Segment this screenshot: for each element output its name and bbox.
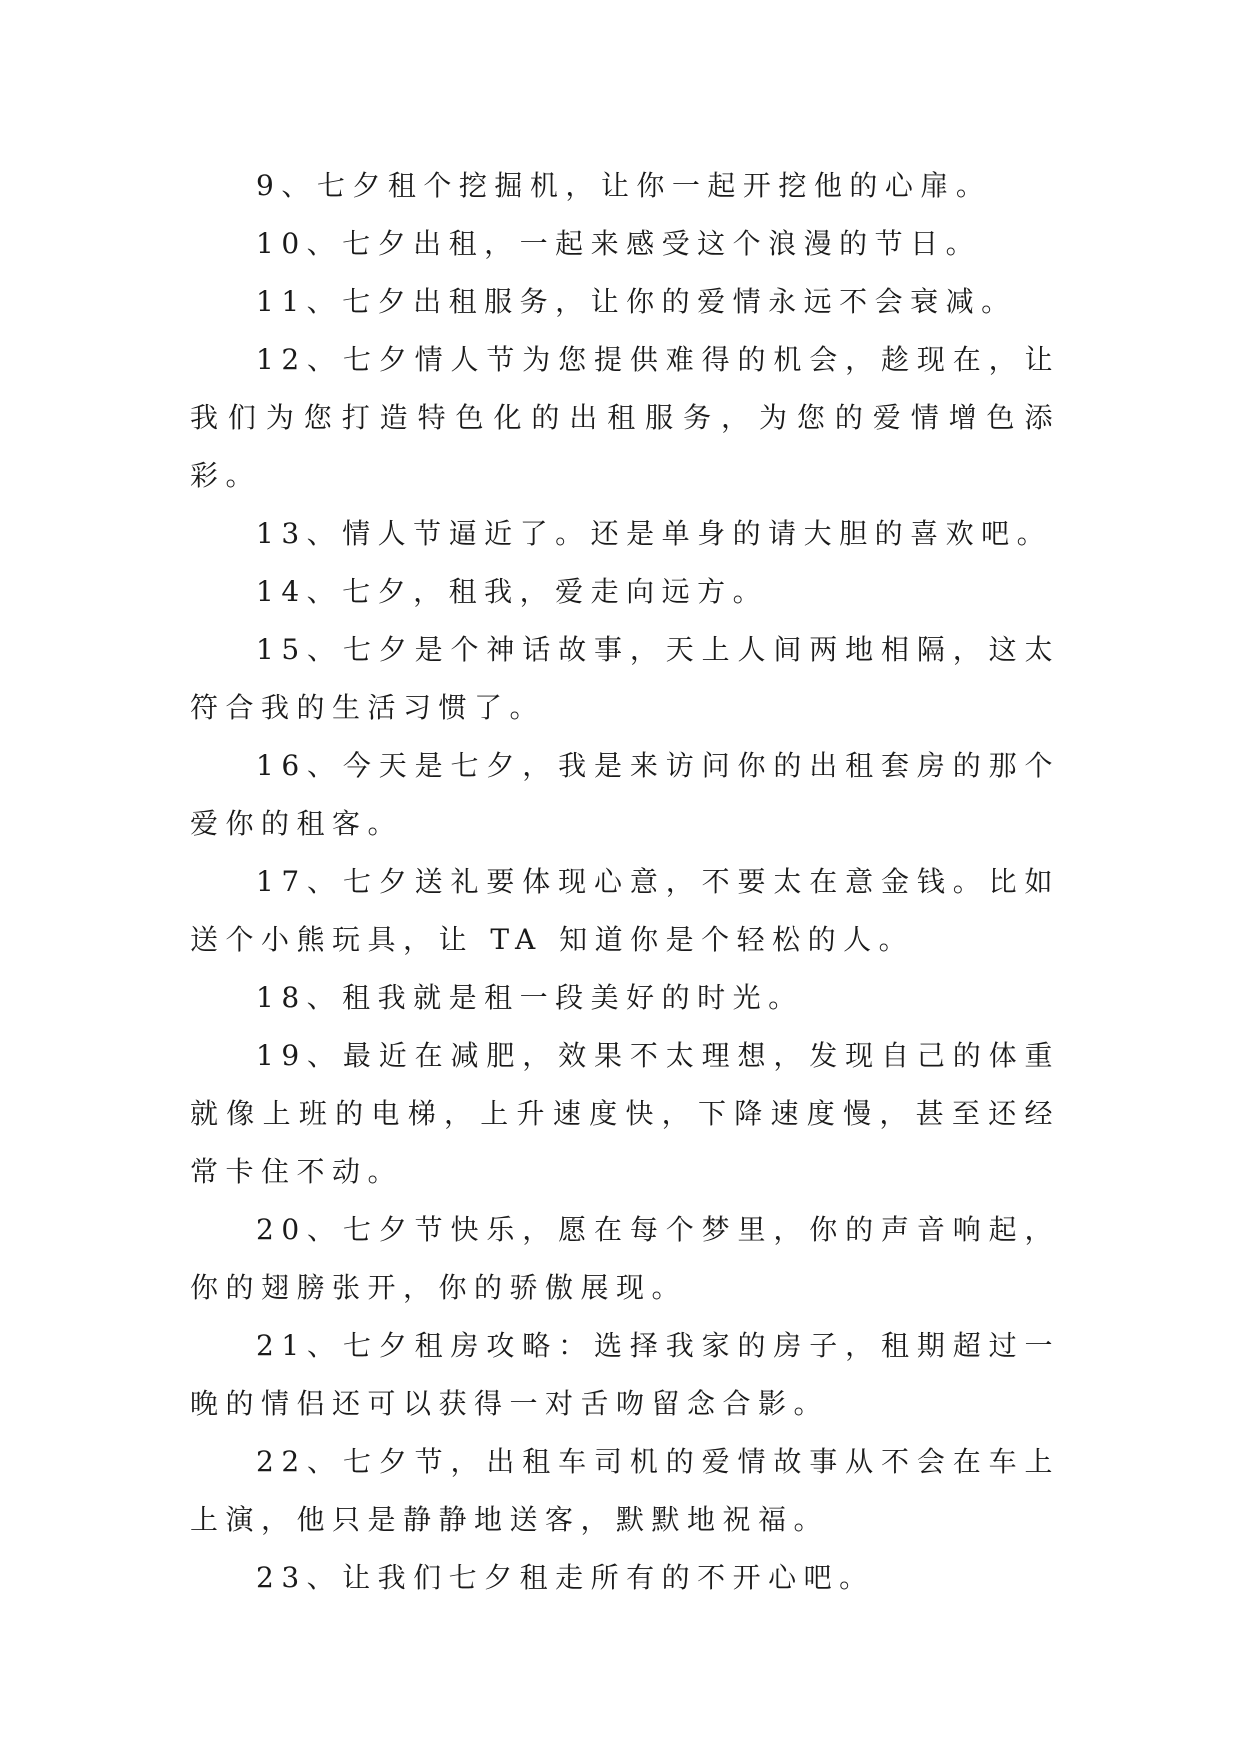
paragraph-23: 23、让我们七夕租走所有的不开心吧。: [256, 1561, 875, 1594]
paragraph-15: 15、七夕是个神话故事，天上人间两地相隔，这太符合我的生活习惯了。: [190, 633, 1060, 724]
paragraph-9: 9、七夕租个挖掘机，让你一起开挖他的心扉。: [256, 169, 992, 202]
paragraph-12: 12、七夕情人节为您提供难得的机会，趁现在，让我们为您打造特色化的出租服务，为您的爱情增色添彩。: [190, 343, 1060, 492]
paragraph-16: 16、今天是七夕，我是来访问你的出租套房的那个爱你的租客。: [190, 749, 1060, 840]
document-body: [190, 157, 1060, 1607]
paragraph-22: 22、七夕节，出租车司机的爱情故事从不会在车上上演，他只是静静地送客，默默地祝福。: [190, 1445, 1060, 1536]
paragraph-10: 10、七夕出租，一起来感受这个浪漫的节日。: [256, 227, 982, 260]
paragraph-17: 17、七夕送礼要体现心意，不要太在意金钱。比如送个小熊玩具，让 TA 知道你是个轻松的人。: [190, 865, 1060, 956]
paragraph-20: 20、七夕节快乐，愿在每个梦里，你的声音响起，你的翅膀张开，你的骄傲展现。: [190, 1213, 1060, 1304]
paragraph-11: 11、七夕出租服务，让你的爱情永远不会衰减。: [256, 285, 1017, 318]
paragraph-21: 21、七夕租房攻略：选择我家的房子，租期超过一晚的情侣还可以获得一对舌吻留念合影。: [190, 1329, 1060, 1420]
paragraph-18: 18、租我就是租一段美好的时光。: [256, 981, 804, 1014]
paragraph-13: 13、情人节逼近了。还是单身的请大胆的喜欢吧。: [256, 517, 1053, 550]
paragraph-14: 14、七夕，租我，爱走向远方。: [256, 575, 769, 608]
paragraph-19: 19、最近在减肥，效果不太理想，发现自己的体重就像上班的电梯，上升速度快，下降速度慢，甚至还经常卡住不动。: [190, 1039, 1060, 1188]
